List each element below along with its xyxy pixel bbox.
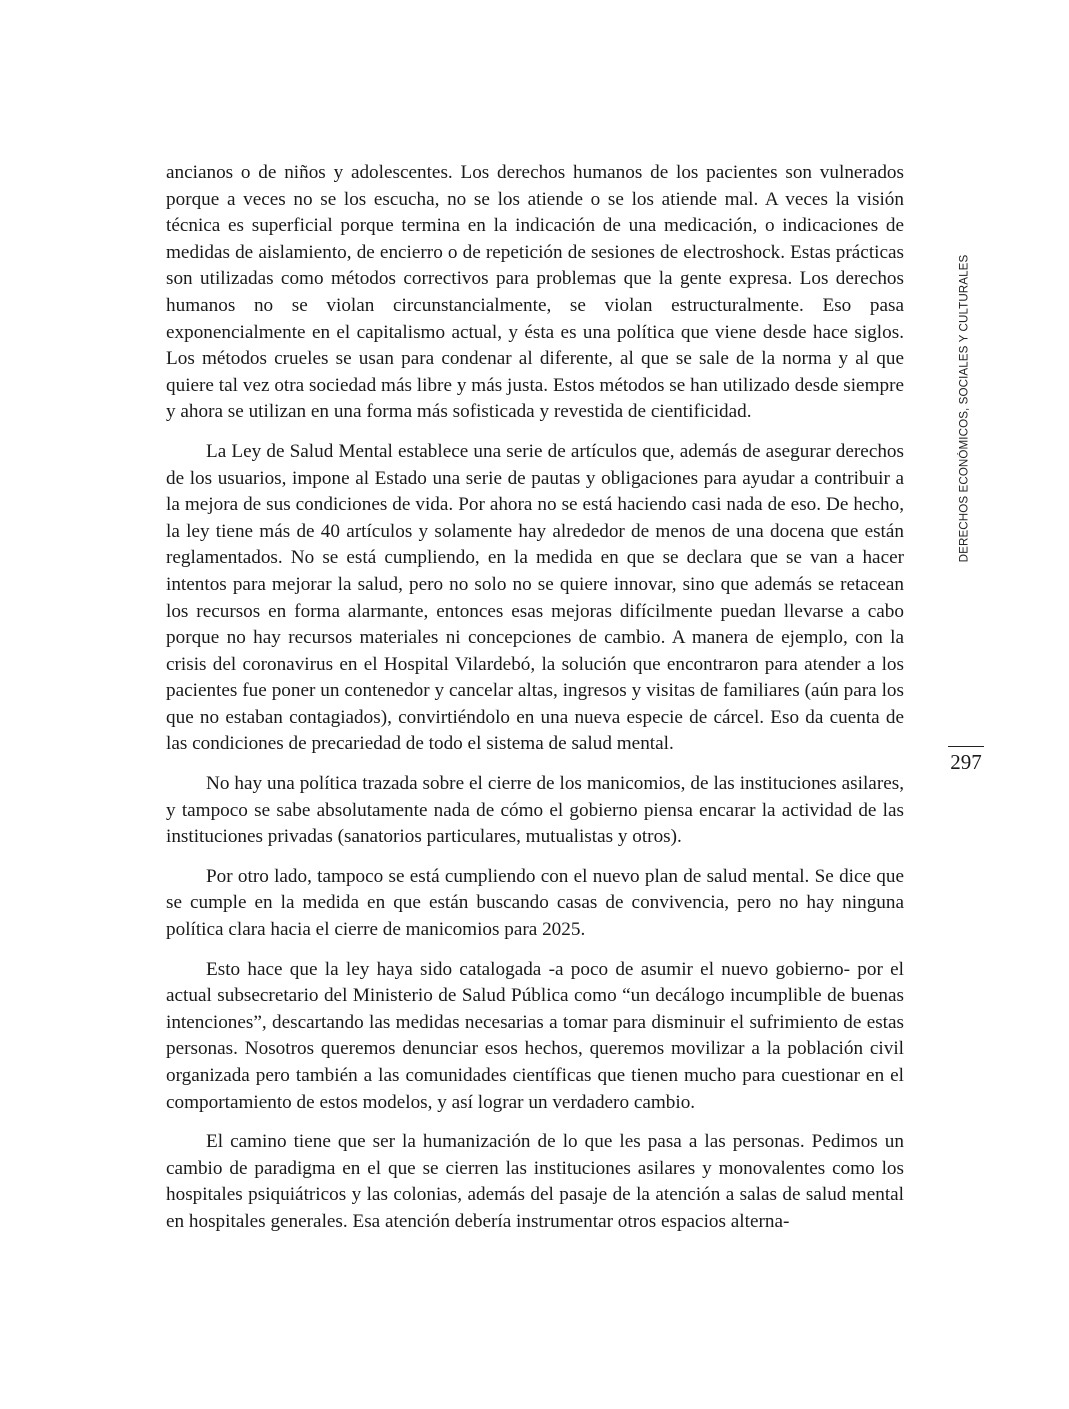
- running-header: [955, 250, 973, 566]
- paragraph-1: ancianos o de niños y adolescentes. Los derechos humanos de los pacientes son vulnerados porque a veces no se los escucha, no se los atiende o se los atiende mal. A veces la visión técnica es superficial porque termina en la indicación de una medicación, o indicaciones de medidas de aislamiento, de encierro o de repetición de sesiones de electroshock. Estas prácticas son utilizadas como métodos correctivos para problemas que la gente expresa. Los derechos humanos no se violan circunstancialmente, se violan estructuralmente. Eso pasa exponencialmente en el capitalismo actual, y ésta es una política que viene desde hace siglos. Los métodos crueles se usan para condenar al diferente, al que se sale de la norma y al que quiere tal vez otra sociedad más libre y más justa. Estos métodos se han utilizado desde siempre y ahora se utilizan en una forma más sofisticada y revestida de cientificidad.: [166, 162, 904, 423]
- paragraph-6: El camino tiene que ser la humanización de lo que les pasa a las personas. Pedimos un cambio de paradigma en el que se cierren las instituciones asilares y monovalentes como los hospitales psiquiátricos y las colonias, además del pasaje de la atención a salas de salud mental en hospitales generales. Esa atención debería instrumentar otros espacios alterna-: [166, 1131, 904, 1232]
- paragraph-3: No hay una política trazada sobre el cierre de los manicomios, de las instituciones asilares, y tampoco se sabe absolutamente nada de cómo el gobierno piensa encarar la actividad de las instituciones privadas (sanatorios particulares, mutualistas y otros).: [166, 773, 904, 848]
- page-number-rule: [948, 746, 984, 747]
- paragraph-5: Esto hace que la ley haya sido catalogada -a poco de asumir el nuevo gobierno- por el actual subsecretario del Ministerio de Salud Pública como “un decálogo incumplible de buenas intenciones”, descartando las medidas necesarias a tomar para disminuir el sufrimiento de estas personas. Nosotros queremos denunciar esos hechos, queremos movilizar a la población civil organizada pero también a las comunidades científicas que tienen mucho para cuestionar en el comportamiento de estos modelos, y así lograr un verdadero cambio.: [166, 958, 904, 1113]
- body-text: [166, 160, 904, 1249]
- paragraph-4: Por otro lado, tampoco se está cumpliendo con el nuevo plan de salud mental. Se dice que se cumple en la medida en que están buscando casas de convivencia, pero no hay ninguna política clara hacia el cierre de manicomios para 2025.: [166, 865, 904, 941]
- paragraph-2: La Ley de Salud Mental establece una serie de artículos que, además de asegurar derechos de los usuarios, impone al Estado una serie de pautas y obligaciones para ayudar a contribuir a la mejora de sus condiciones de vida. Por ahora no se está haciendo casi nada de eso. De hecho, la ley tiene más de 40 artículos y solamente hay alrededor de menos de una docena que están reglamentados. No se está cumpliendo, en la medida en que se declara que se van a hacer intentos para mejorar la salud, pero no solo no se quiere innovar, sino que además se retacean los recursos en forma alarmante, entonces esas mejoras difícilmente puedan llevarse a cabo porque no hay recursos materiales ni concepciones de cambio. A manera de ejemplo, con la crisis del coronavirus en el Hospital Vilardebó, la solución que encontraron para atender a los pacientes fue poner un contenedor y cancelar altas, ingresos y visitas de familiares (aún para los que no estaban contagiados), convirtiéndolo en una nueva especie de cárcel. Eso da cuenta de las condiciones de precariedad de todo el sistema de salud mental.: [166, 440, 904, 755]
- running-header-text: DERECHOS ECONÓMICOS, SOCIALES Y CULTURALES: [957, 254, 971, 562]
- page-number: 297: [950, 750, 982, 774]
